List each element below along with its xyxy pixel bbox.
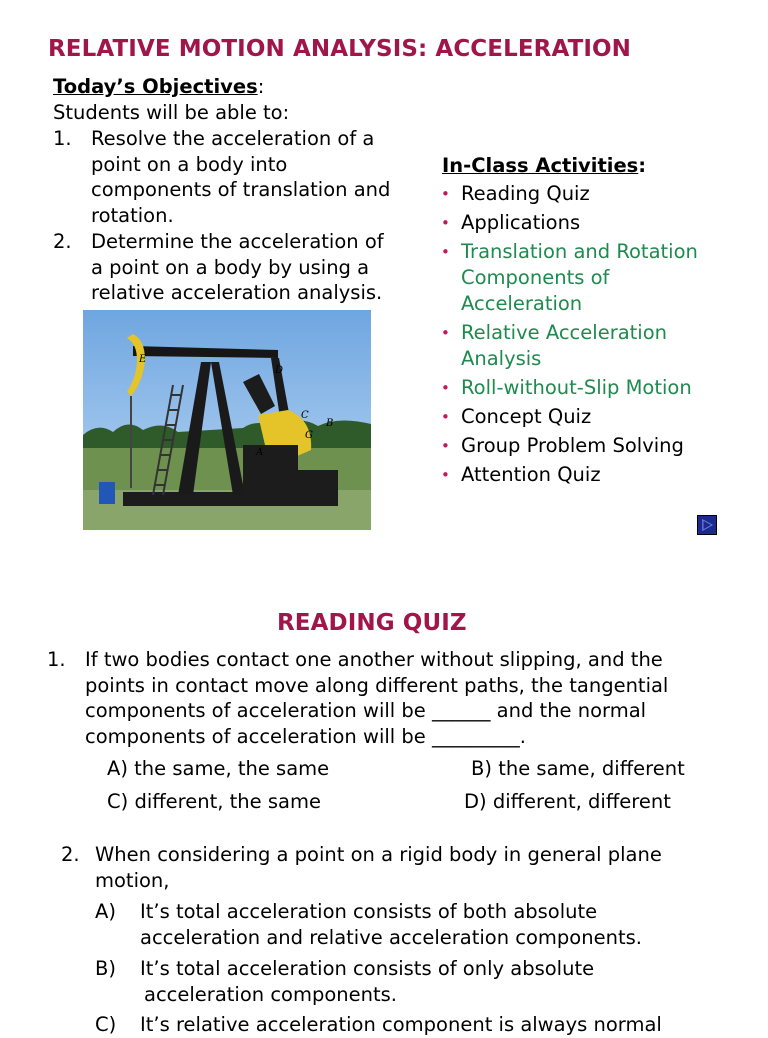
activity-line: Attention Quiz <box>461 463 601 486</box>
list-item <box>441 239 698 317</box>
option-text: different, the same <box>134 790 321 813</box>
list-item <box>441 375 698 401</box>
option-line: acceleration and relative acceleration components. <box>140 925 642 949</box>
option-letter: B) <box>471 757 492 780</box>
objective-line: rotation. <box>91 203 174 227</box>
option-line: It’s total acceleration consists of both absolute <box>140 900 598 923</box>
label-e: E <box>139 354 147 365</box>
objective-line: a point on a body by using a <box>91 255 370 279</box>
objectives-heading: Today’s Objectives <box>53 75 258 98</box>
question-1-text <box>85 647 668 749</box>
objective-1-text <box>91 126 390 228</box>
bullet-icon: • <box>441 185 450 203</box>
activity-line: Roll-without-Slip Motion <box>461 376 692 399</box>
question-line: components of acceleration will be ______ and the normal <box>85 699 647 722</box>
question-line: motion, <box>95 868 170 892</box>
q2-option-b-text <box>140 956 594 1007</box>
bullet-icon: • <box>441 324 450 342</box>
activity-line: Relative Acceleration <box>461 321 668 344</box>
bullet-icon: • <box>441 408 450 426</box>
q1-option-a <box>107 756 329 782</box>
objectives-heading-row <box>53 74 264 100</box>
q2-option-c-letter: C) <box>95 1013 117 1036</box>
label-d: D <box>275 365 284 376</box>
option-line: It’s relative acceleration component is always normal <box>140 1013 662 1036</box>
q2-option-a-text <box>140 899 642 950</box>
objective-line: Determine the acceleration of <box>91 230 384 253</box>
list-item <box>441 320 698 372</box>
objective-2-number: 2. <box>53 230 72 253</box>
label-a: A <box>256 447 264 458</box>
activities-colon: : <box>638 154 647 177</box>
list-item <box>441 404 698 430</box>
activity-line: Analysis <box>461 347 542 370</box>
activity-line: Acceleration <box>461 292 583 315</box>
objectives-colon: : <box>257 75 265 98</box>
list-item <box>441 181 698 207</box>
objective-1-number: 1. <box>53 127 72 150</box>
label-c: C <box>301 410 309 421</box>
bullet-icon: • <box>441 214 450 232</box>
activity-line: Components of <box>461 266 610 289</box>
objective-line: relative acceleration analysis. <box>91 281 383 304</box>
question-2-number: 2. <box>61 843 80 866</box>
slide1-title: RELATIVE MOTION ANALYSIS: ACCELERATION <box>48 36 632 62</box>
activities-heading: In-Class Activities <box>442 154 639 177</box>
question-2-text <box>95 842 662 893</box>
question-1-number: 1. <box>47 648 66 671</box>
q2-option-b-letter: B) <box>95 957 116 980</box>
option-line: It’s total acceleration consists of only absolute <box>140 957 595 980</box>
option-letter: C) <box>107 790 129 813</box>
activities-list <box>441 181 698 491</box>
q1-option-d <box>464 789 671 815</box>
objective-2-text <box>91 229 384 306</box>
list-item <box>441 433 698 459</box>
option-text: the same, different <box>498 757 685 780</box>
next-slide-button[interactable] <box>697 515 717 535</box>
question-line: When considering a point on a rigid body in general plane <box>95 843 662 866</box>
q1-option-c <box>107 789 321 815</box>
slide2-title: READING QUIZ <box>277 610 467 636</box>
q1-option-b <box>471 756 685 782</box>
question-line: points in contact move along different paths, the tangential <box>85 673 669 697</box>
activity-line: Translation and Rotation <box>461 240 698 263</box>
list-item <box>441 210 698 236</box>
objective-line: Resolve the acceleration of a <box>91 127 375 150</box>
activities-heading-row <box>442 153 646 179</box>
option-text: different, different <box>492 790 671 813</box>
activity-line: Concept Quiz <box>461 405 592 428</box>
objectives-intro: Students will be able to: <box>53 101 290 124</box>
pump-jack-illustration <box>83 310 371 530</box>
question-line: If two bodies contact one another without slipping, and the <box>85 648 663 671</box>
bullet-icon: • <box>441 243 450 261</box>
option-letter: D) <box>464 790 487 813</box>
label-b: B <box>326 418 334 429</box>
objective-line: point on a body into <box>91 152 288 176</box>
option-letter: A) <box>107 757 128 780</box>
question-line: components of acceleration will be _________. <box>85 724 526 748</box>
q2-option-c-text <box>140 1012 662 1038</box>
q2-option-a-letter: A) <box>95 900 116 923</box>
objective-line: components of translation and <box>91 178 391 201</box>
option-text: the same, the same <box>134 757 330 780</box>
option-line: acceleration components. <box>144 982 397 1006</box>
label-g: G <box>305 430 313 441</box>
play-arrow-icon <box>698 516 716 534</box>
bullet-icon: • <box>441 379 450 397</box>
list-item <box>441 462 698 488</box>
bullet-icon: • <box>441 466 450 484</box>
pump-jack-photo <box>83 310 371 530</box>
activity-line: Group Problem Solving <box>461 434 684 457</box>
activity-line: Reading Quiz <box>461 182 590 205</box>
bullet-icon: • <box>441 437 450 455</box>
activity-line: Applications <box>461 211 581 234</box>
